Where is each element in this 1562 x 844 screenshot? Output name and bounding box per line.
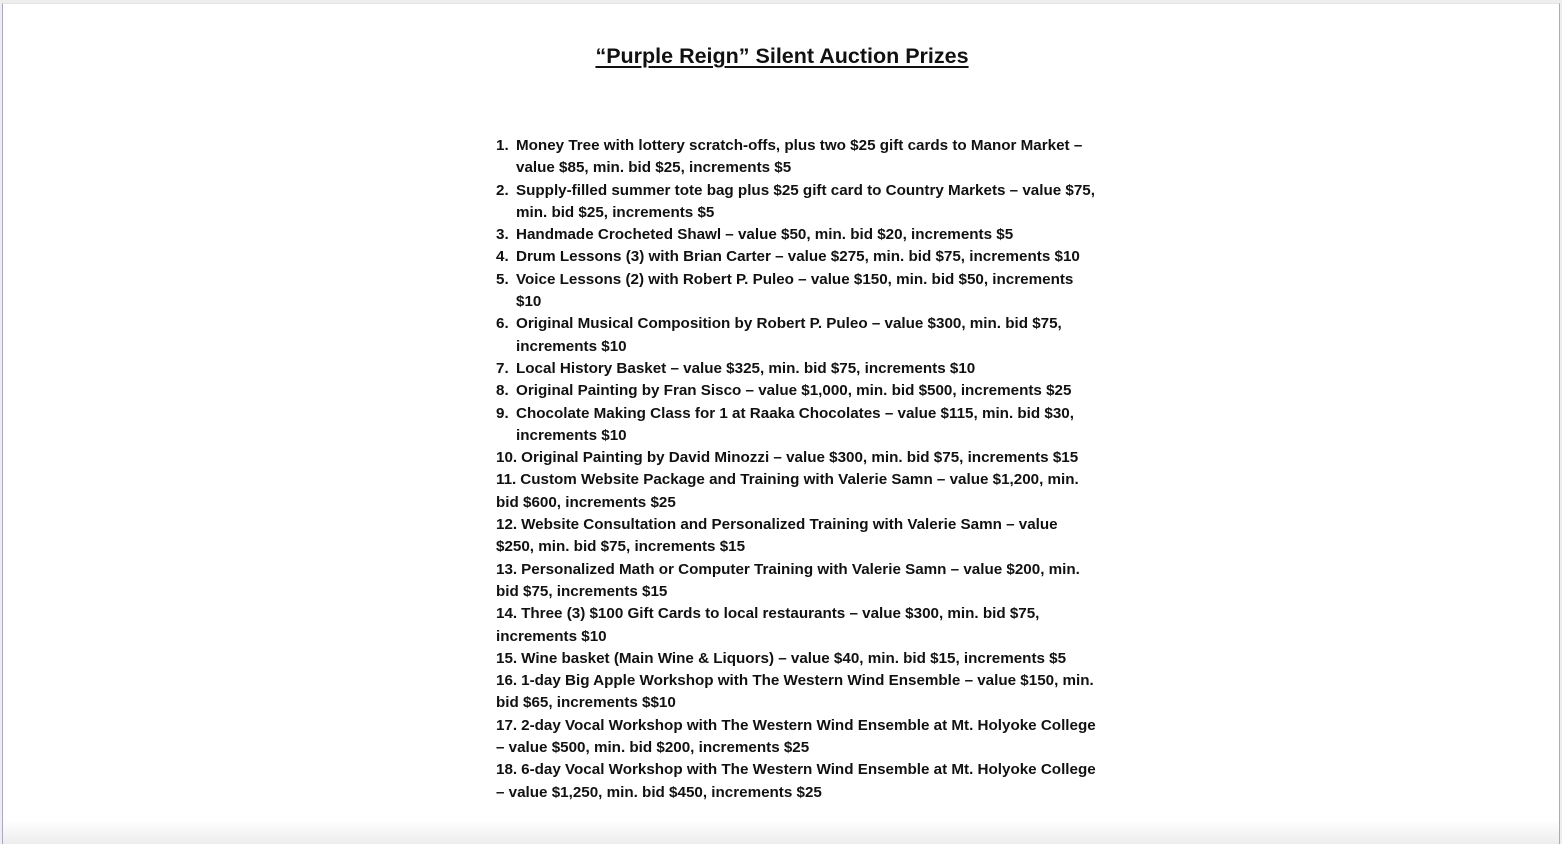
prize-item [496,358,1096,380]
prize-item [496,648,1096,670]
prize-text: Original Musical Composition by Robert P. Puleo – value $300, min. bid $75, increments $10 [516,315,1062,355]
prize-item [496,135,1096,180]
document-title: “Purple Reign” Silent Auction Prizes [595,44,969,68]
prize-number: 12. [496,516,518,534]
prize-number: 11. [496,471,517,489]
prize-number: 8. [496,382,509,400]
prize-number: 7. [496,359,509,377]
prize-number: 9. [496,404,509,422]
prize-text: Local History Basket – value $325, min. bid $75, increments $10 [516,359,976,377]
prize-text: 6-day Vocal Workshop with The Western Wind Ensemble at Mt. Holyoke College – value $1,250, min. bid $450, increments $25 [496,761,1096,801]
prize-text: Website Consultation and Personalized Training with Valerie Samn – value $250, min. bid $75, increments $15 [496,516,1058,556]
document-page [2,3,1560,844]
page-bottom-shadow [3,820,1559,844]
prize-text: 1-day Big Apple Workshop with The Western Wind Ensemble – value $150, min. bid $65, increments $$10 [496,672,1094,712]
prize-item [496,759,1096,804]
prize-item [496,559,1096,604]
prize-text: Money Tree with lottery scratch-offs, plus two $25 gift cards to Manor Market – value $85, min. bid $25, increments $5 [516,137,1083,177]
prize-number: 1. [496,137,509,154]
prize-item [496,603,1096,648]
prize-number: 16. [496,672,518,690]
prize-text: Supply-filled summer tote bag plus $25 gift card to Country Markets – value $75, min. bid $25, increments $5 [516,181,1095,221]
prize-item [496,180,1096,225]
prize-number: 10. [496,449,518,467]
prize-list [496,135,1096,804]
prize-item [496,447,1096,469]
prize-number: 4. [496,248,509,266]
prize-item [496,246,1096,268]
prize-item [496,313,1096,358]
prize-number: 17. [496,716,518,734]
prize-number: 15. [496,649,518,667]
prize-text: Chocolate Making Class for 1 at Raaka Chocolates – value $115, min. bid $30, increments $10 [516,404,1074,444]
prize-item [496,380,1096,402]
prize-text: Wine basket (Main Wine & Liquors) – value $40, min. bid $15, increments $5 [521,649,1067,667]
prize-number: 5. [496,270,509,288]
prize-text: Voice Lessons (2) with Robert P. Puleo – value $150, min. bid $50, increments $10 [516,270,1074,311]
prize-item [496,670,1096,715]
prize-text: Personalized Math or Computer Training with Valerie Samn – value $200, min. bid $75, increments $15 [496,560,1080,600]
prize-number: 2. [496,181,509,199]
prize-text: Custom Website Package and Training with Valerie Samn – value $1,200, min. bid $600, increments $25 [496,471,1079,511]
prize-item [496,514,1096,559]
prize-item [496,715,1096,760]
prize-text: Original Painting by Fran Sisco – value $1,000, min. bid $500, increments $25 [516,382,1072,400]
prize-text: 2-day Vocal Workshop with The Western Wind Ensemble at Mt. Holyoke College – value $500, min. bid $200, increments $25 [496,716,1096,757]
prize-text: Drum Lessons (3) with Brian Carter – value $275, min. bid $75, increments $10 [516,248,1080,266]
prize-text: Three (3) $100 Gift Cards to local restaurants – value $300, min. bid $75, increments $10 [496,605,1040,645]
prize-item [496,403,1096,448]
prize-text: Handmade Crocheted Shawl – value $50, min. bid $20, increments $5 [516,226,1014,244]
prize-number: 18. [496,761,518,779]
prize-number: 6. [496,315,509,333]
prize-text: Original Painting by David Minozzi – value $300, min. bid $75, increments $15 [521,449,1079,467]
prize-number: 13. [496,560,518,578]
prize-number: 14. [496,605,518,623]
prize-item [496,469,1096,514]
prize-item [496,269,1096,314]
prize-number: 3. [496,226,509,244]
prize-item [496,224,1096,246]
